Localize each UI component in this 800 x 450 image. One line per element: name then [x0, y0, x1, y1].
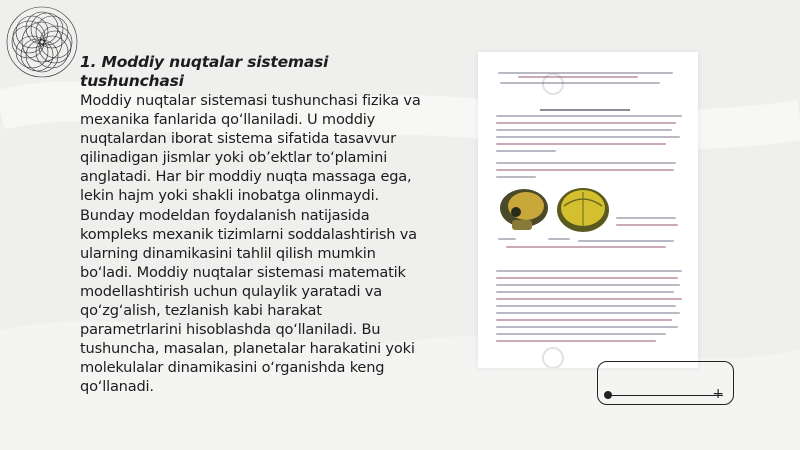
slider-track[interactable] — [608, 395, 723, 396]
slider-handle[interactable] — [604, 391, 612, 399]
watermark-logo — [538, 342, 608, 368]
skull-illustration-icon — [496, 186, 552, 236]
slider-frame[interactable] — [597, 361, 734, 405]
rosette-ornament-icon — [4, 4, 80, 80]
slide-content — [80, 53, 425, 397]
plus-icon[interactable]: + — [712, 386, 724, 402]
slide-body-text: Moddiy nuqtalar sistemasi tushunchasi fizika va mexanika fanlarida qo‘llaniladi. U moddiy nuqtalardan iborat sistema sifatida tasavvur qilinadigan jismlar yoki ob’ektlar to‘plamini anglatadi. Har bir moddiy nuqta massaga ega, lekin hajm yoki shakli inobatga olinmaydi. Bunday modeldan foydalanish natijasida kompleks mexanik tizimlarni soddalashtirish va ularning dinamikasini tahlil qilish mumkin bo‘ladi. Moddiy nuqtalar sistemasi matematik modellashtirish uchun qulaylik yaratadi va qo‘zg‘alish, tezlanish kabi harakat parametrlarini hisoblashda qo‘llaniladi. Bu tushuncha, masalan, planetalar harakatini yoki molekulalar dinamikasini o‘rganishda keng qo‘llanadi. — [80, 92, 421, 396]
document-page-image — [478, 52, 698, 368]
watermark-logo — [538, 64, 608, 104]
slide-heading: 1. Moddiy nuqtalar sistemasi tushunchasi — [80, 53, 329, 90]
skull-illustration-icon — [554, 184, 612, 236]
